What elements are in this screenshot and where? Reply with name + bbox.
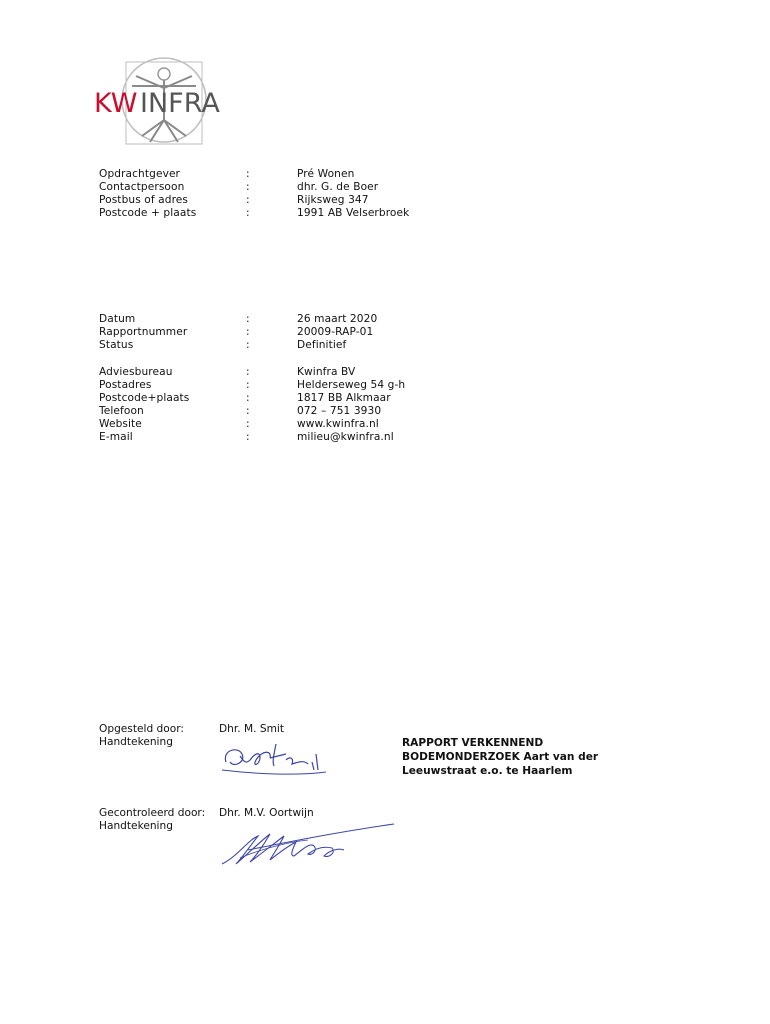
field-label: Postbus of adres [99, 194, 189, 206]
field-colon: : [246, 392, 250, 404]
field-colon: : [246, 181, 250, 193]
signature-label: Handtekening [99, 820, 173, 832]
field-colon: : [246, 431, 250, 443]
field-colon: : [246, 326, 250, 338]
client-row [0, 167, 770, 181]
report-row [0, 312, 770, 326]
field-value: 072 – 751 3930 [297, 405, 382, 417]
company-logo [92, 52, 232, 152]
logo-kw-text: KW [94, 88, 138, 119]
bureau-row [0, 378, 770, 392]
field-label: Datum [99, 313, 136, 325]
website-value: www.kwinfra.nl [297, 418, 379, 430]
client-row [0, 180, 770, 194]
field-value: Rijksweg 347 [297, 194, 369, 206]
report-title: RAPPORT VERKENNEND BODEMONDERZOEK Aart van der Leeuwstraat e.o. te Haarlem [402, 737, 599, 777]
field-value: Definitief [297, 339, 347, 351]
checked-by-name: Dhr. M.V. Oortwijn [219, 807, 314, 819]
field-colon: : [246, 418, 250, 430]
field-label: Rapportnummer [99, 326, 188, 338]
client-row [0, 193, 770, 207]
prepared-by-label: Opgesteld door: [99, 723, 184, 735]
field-label: Postadres [99, 379, 152, 391]
field-colon: : [246, 339, 250, 351]
field-value: Pré Wonen [297, 168, 355, 180]
field-label: Postcode+plaats [99, 392, 190, 404]
field-colon: : [246, 194, 250, 206]
bureau-row [0, 430, 770, 444]
field-colon: : [246, 207, 250, 219]
field-colon: : [246, 366, 250, 378]
field-label: Website [99, 418, 142, 430]
email-value: milieu@kwinfra.nl [297, 431, 394, 443]
field-value: 1991 AB Velserbroek [297, 207, 410, 219]
report-row [0, 338, 770, 352]
field-colon: : [246, 168, 250, 180]
logo-infra-text: INFRA [140, 88, 220, 119]
field-value: 1817 BB Alkmaar [297, 392, 391, 404]
checked-by-label: Gecontroleerd door: [99, 807, 206, 819]
field-colon: : [246, 313, 250, 325]
bureau-row [0, 365, 770, 379]
field-label: Opdrachtgever [99, 168, 181, 180]
signature-smit-image [216, 740, 336, 790]
field-value: Kwinfra BV [297, 366, 356, 378]
bureau-row [0, 417, 770, 431]
field-colon: : [246, 405, 250, 417]
field-label: Contactpersoon [99, 181, 185, 193]
field-label: Status [99, 339, 134, 351]
field-value: 20009-RAP-01 [297, 326, 374, 338]
field-colon: : [246, 379, 250, 391]
vitruvian-logo-icon [92, 52, 232, 152]
field-label: Postcode + plaats [99, 207, 197, 219]
field-value: Helderseweg 54 g-h [297, 379, 406, 391]
signature-label: Handtekening [99, 736, 173, 748]
client-row [0, 206, 770, 220]
field-value: 26 maart 2020 [297, 313, 378, 325]
bureau-row [0, 391, 770, 405]
field-label: Telefoon [99, 405, 144, 417]
field-label: E-mail [99, 431, 133, 443]
field-value: dhr. G. de Boer [297, 181, 379, 193]
prepared-by-name: Dhr. M. Smit [219, 723, 285, 735]
signature-oortwijn-image [218, 820, 398, 870]
report-row [0, 325, 770, 339]
field-label: Adviesbureau [99, 366, 173, 378]
bureau-row [0, 404, 770, 418]
